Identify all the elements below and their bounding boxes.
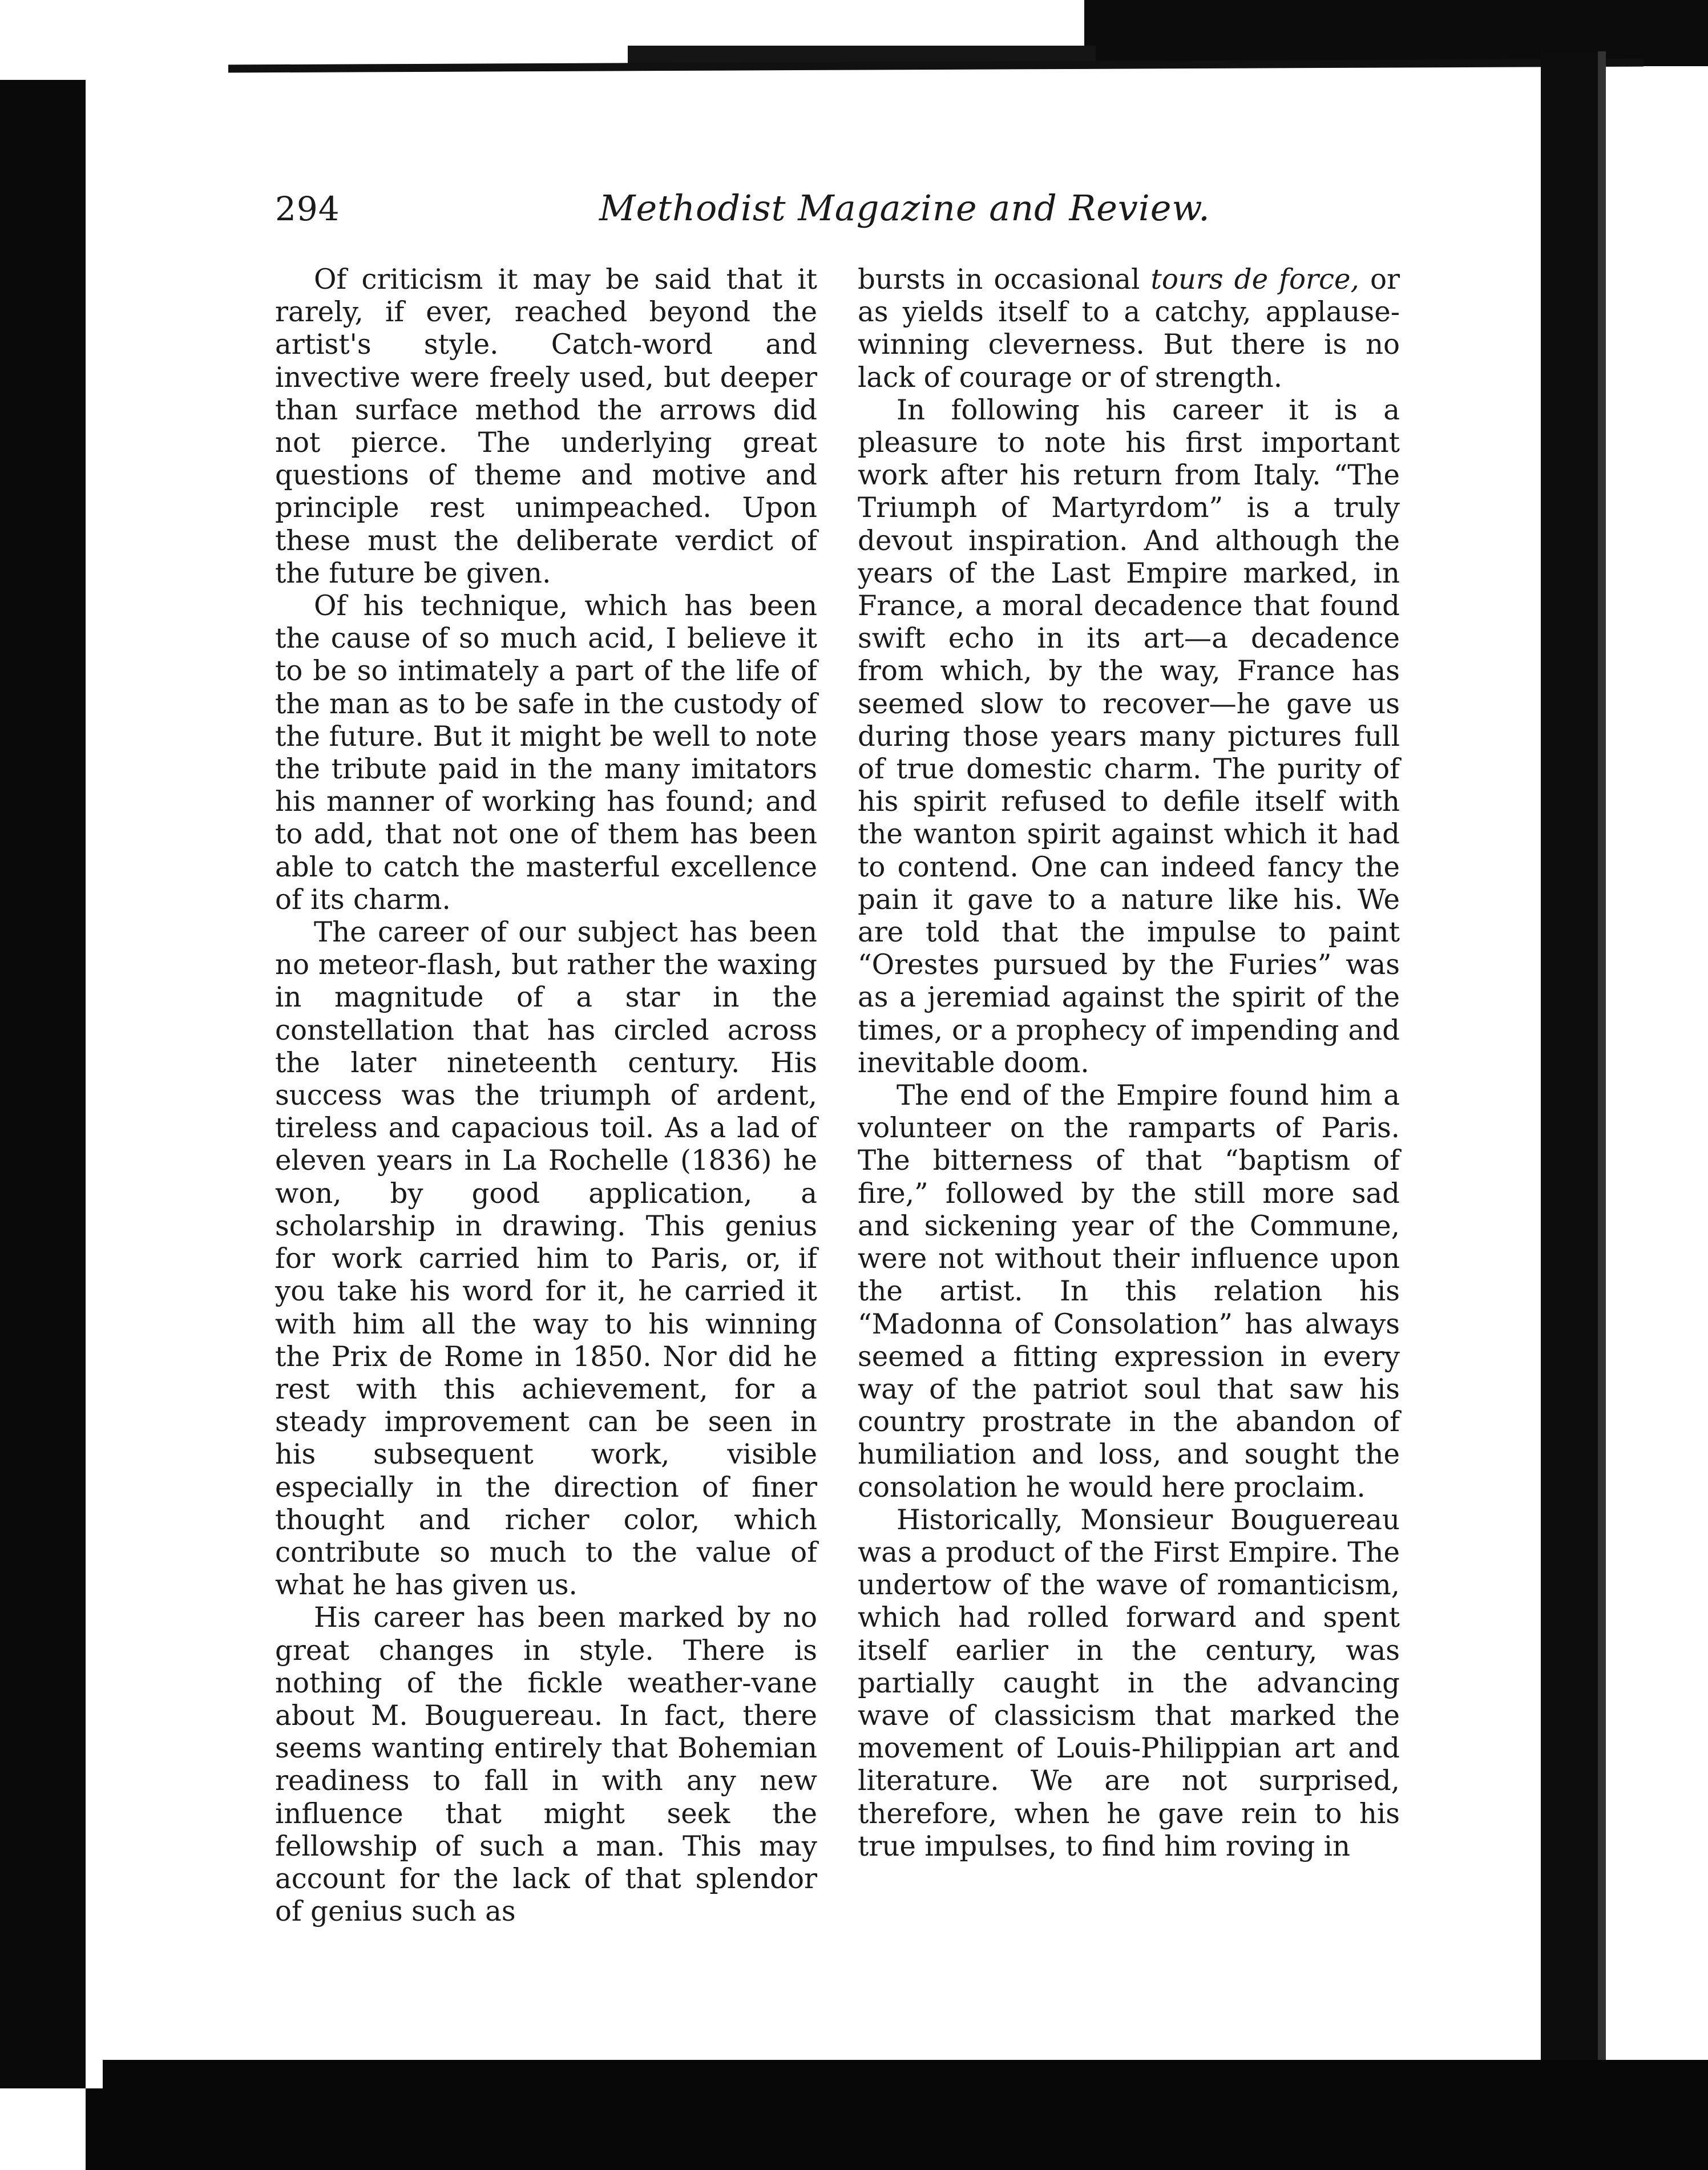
paragraph-continuation <box>858 264 1400 394</box>
running-head: Methodist Magazine and Review. <box>599 187 1210 229</box>
paragraph: Historically, Monsieur Bouguereau was a product of the First Empire. The undertow of the wave of romanticism, which had rolled forward and spent itself earlier in the century, was partially caught in the advancing wave of classicism that marked the movement of Louis-Philippian art and literature. We are not surprised, therefore, when he gave rein to his true impulses, to find him roving in <box>858 1504 1400 1862</box>
paragraph: His career has been marked by no great changes in style. There is nothing of the fickle weather-vane about M. Bouguereau. In fact, there seems wanting entirely that Bohemian readiness to fall in with any new influence that might seek the fellowship of such a man. This may account for the lack of that splendor of genius such as <box>275 1602 817 1928</box>
paragraph: The career of our subject has been no meteor-flash, but rather the waxing in magnitude of a star in the constellation that has circled across the later nineteenth century. His success was the triumph of ardent, tireless and capacious toil. As a lad of eleven years in La Rochelle (1836) he won, by good application, a scholarship in drawing. This genius for work carried him to Paris, or, if you take his word for it, he carried it with him all the way to his winning the Prix de Rome in 1850. Nor did he rest with this achievement, for a steady improvement can be seen in his subsequent work, visible especially in the direction of finer thought and richer color, which contribute so much to the value of what he has given us. <box>275 916 817 1602</box>
scan-border-left <box>0 80 86 2088</box>
continuation-text-end: or as yields itself to a catchy, applause-winning cleverness. But there is no lack of courage or of strength. <box>858 264 1400 394</box>
scan-border-right-edge <box>1598 51 1606 2060</box>
left-column <box>275 264 817 1928</box>
paragraph: Of his technique, which has been the cause of so much acid, I believe it to be so intimately a part of the life of the man as to be safe in the custody of the future. But it might be well to note the tribute paid in the many imitators his manner of working has found; and to add, that not one of them has been able to catch the masterful excellence of its charm. <box>275 590 817 916</box>
page-number: 294 <box>275 189 340 228</box>
scan-border-bottom-corner <box>86 2088 131 2170</box>
continuation-text: bursts in occasional <box>858 264 1151 296</box>
paragraph: Of criticism it may be said that it rarely, if ever, reached beyond the artist's style. Catch-word and invective were freely used, but deeper than surface method the arrows did not pierce. The underlying great questions of theme and motive and principle rest unimpeached. Upon these must the deliberate verdict of the future be given. <box>275 264 817 589</box>
continuation-italic: tours de force, <box>1150 264 1359 296</box>
paragraph: The end of the Empire found him a volunteer on the ramparts of Paris. The bitterness of that “baptism of fire,” followed by the still more sad and sickening year of the Commune, were not without their influence upon the artist. In this relation his “Madonna of Consolation” has always seemed a fitting expression in every way of the patriot soul that saw his country prostrate in the abandon of humiliation and loss, and sought the consolation he would here proclaim. <box>858 1080 1400 1504</box>
scan-border-bottom <box>103 2060 1708 2170</box>
paragraph: In following his career it is a pleasure to note his first important work after his return from Italy. “The Triumph of Martyrdom” is a truly devout inspiration. And although the years of the Last Empire marked, in France, a moral decadence that found swift echo in its art—a decadence from which, by the way, France has seemed slow to recover—he gave us during those years many pictures full of true domestic charm. The purity of his spirit refused to defile itself with the wanton spirit against which it had to contend. One can indeed fancy the pain it gave to a nature like his. We are told that the impulse to paint “Orestes pursued by the Furies” was as a jeremiad against the spirit of the times, or a prophecy of impending and inevitable doom. <box>858 394 1400 1079</box>
scan-border-top <box>1084 0 1708 66</box>
scan-border-right <box>1541 51 1598 2060</box>
right-column <box>858 264 1400 1863</box>
